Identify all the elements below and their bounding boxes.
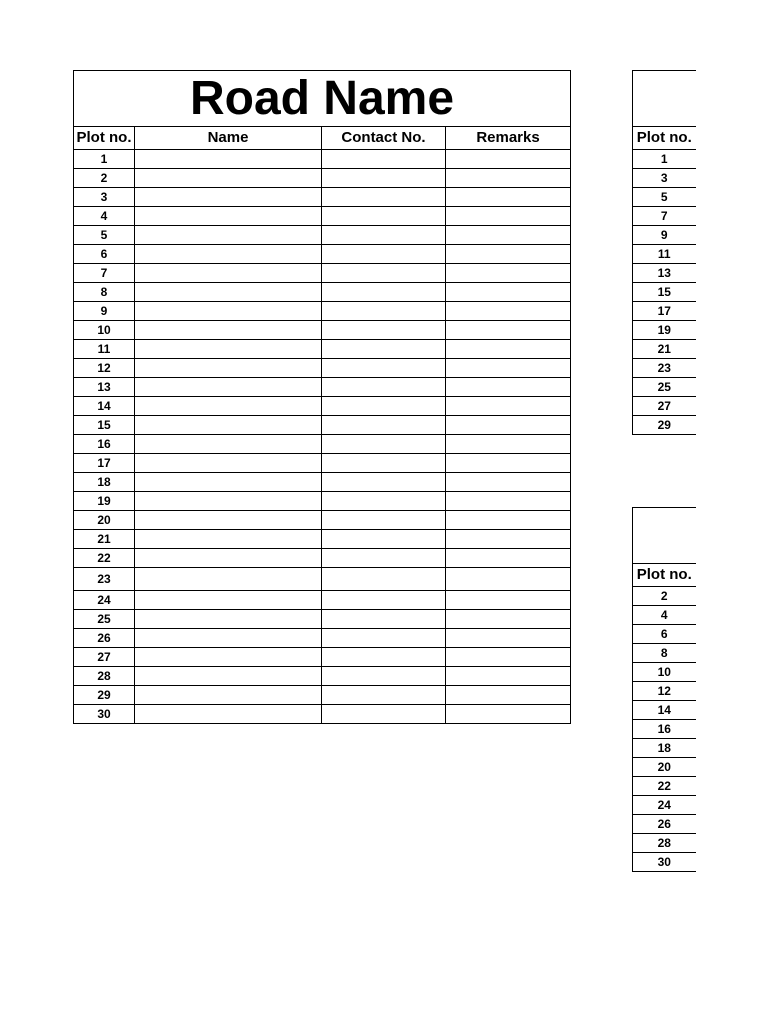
contact-cell[interactable] [322, 530, 446, 549]
road-name-title: Road Name [74, 71, 571, 127]
plot-number-cell: 5 [74, 226, 135, 245]
table-row [74, 321, 571, 340]
contact-cell[interactable] [322, 359, 446, 378]
table-row [74, 245, 571, 264]
table-row [74, 511, 571, 530]
table-row [633, 853, 696, 872]
table-row [74, 169, 571, 188]
table-row [633, 587, 696, 606]
plot-number-cell: 8 [74, 283, 135, 302]
table-row [633, 378, 696, 397]
table-row [633, 169, 696, 188]
plot-number-cell: 18 [633, 739, 696, 758]
name-cell[interactable] [135, 207, 322, 226]
name-cell[interactable] [135, 629, 322, 648]
table-row [633, 416, 696, 435]
remarks-cell[interactable] [446, 511, 571, 530]
table-row [74, 188, 571, 207]
name-cell[interactable] [135, 416, 322, 435]
table-row [633, 644, 696, 663]
plot-number-cell: 17 [633, 302, 696, 321]
table-row [633, 226, 696, 245]
plot-number-cell: 13 [633, 264, 696, 283]
plot-number-cell: 2 [633, 587, 696, 606]
plot-number-cell: 27 [633, 397, 696, 416]
remarks-cell[interactable] [446, 610, 571, 629]
plot-number-cell: 2 [74, 169, 135, 188]
table-row [633, 321, 696, 340]
table-row [74, 686, 571, 705]
remarks-cell[interactable] [446, 492, 571, 511]
contact-cell[interactable] [322, 454, 446, 473]
name-cell[interactable] [135, 511, 322, 530]
odd-plots-title [633, 71, 696, 127]
table-row [633, 758, 696, 777]
plot-number-cell: 30 [74, 705, 135, 724]
table-row [633, 188, 696, 207]
plot-number-cell: 19 [633, 321, 696, 340]
plot-number-cell: 13 [74, 378, 135, 397]
plot-number-cell: 21 [633, 340, 696, 359]
table-row [633, 796, 696, 815]
plot-number-cell: 5 [633, 188, 696, 207]
table-row [74, 473, 571, 492]
contact-cell[interactable] [322, 264, 446, 283]
plot-number-cell: 21 [74, 530, 135, 549]
name-cell[interactable] [135, 245, 322, 264]
header-name: Name [135, 127, 322, 150]
plot-number-cell: 1 [74, 150, 135, 169]
header-remarks: Remarks [446, 127, 571, 150]
name-cell[interactable] [135, 686, 322, 705]
remarks-cell[interactable] [446, 264, 571, 283]
plot-number-cell: 12 [633, 682, 696, 701]
table-row [633, 663, 696, 682]
table-row [74, 397, 571, 416]
odd-header-plot-no: Plot no. [633, 127, 696, 150]
name-cell[interactable] [135, 435, 322, 454]
table-row [633, 359, 696, 378]
contact-cell[interactable] [322, 686, 446, 705]
contact-cell[interactable] [322, 629, 446, 648]
contact-cell[interactable] [322, 610, 446, 629]
table-row [633, 283, 696, 302]
contact-cell[interactable] [322, 435, 446, 454]
table-row [633, 701, 696, 720]
table-row [633, 625, 696, 644]
plot-number-cell: 20 [74, 511, 135, 530]
remarks-cell[interactable] [446, 473, 571, 492]
plot-number-cell: 30 [633, 853, 696, 872]
plot-number-cell: 12 [74, 359, 135, 378]
plot-number-cell: 4 [74, 207, 135, 226]
name-cell[interactable] [135, 226, 322, 245]
plot-number-cell: 24 [633, 796, 696, 815]
name-cell[interactable] [135, 648, 322, 667]
name-cell[interactable] [135, 169, 322, 188]
plot-number-cell: 16 [74, 435, 135, 454]
contact-cell[interactable] [322, 150, 446, 169]
plot-number-cell: 22 [633, 777, 696, 796]
table-row [74, 378, 571, 397]
contact-cell[interactable] [322, 378, 446, 397]
table-row [74, 283, 571, 302]
table-row [633, 720, 696, 739]
name-cell[interactable] [135, 610, 322, 629]
contact-cell[interactable] [322, 705, 446, 724]
table-row [633, 150, 696, 169]
remarks-cell[interactable] [446, 245, 571, 264]
contact-cell[interactable] [322, 245, 446, 264]
plot-number-cell: 29 [74, 686, 135, 705]
plot-number-cell: 1 [633, 150, 696, 169]
table-row [74, 492, 571, 511]
contact-cell[interactable] [322, 207, 446, 226]
table-row [633, 606, 696, 625]
table-row [633, 245, 696, 264]
table-row [74, 150, 571, 169]
remarks-cell[interactable] [446, 435, 571, 454]
remarks-cell[interactable] [446, 454, 571, 473]
name-cell[interactable] [135, 667, 322, 686]
even-header-plot-no: Plot no. [633, 564, 696, 587]
remarks-cell[interactable] [446, 549, 571, 568]
plot-number-cell: 26 [74, 629, 135, 648]
table-row [74, 610, 571, 629]
name-cell[interactable] [135, 591, 322, 610]
plot-number-cell: 22 [74, 549, 135, 568]
plot-number-cell: 11 [633, 245, 696, 264]
plot-number-cell: 28 [74, 667, 135, 686]
plot-number-cell: 9 [74, 302, 135, 321]
table-row [74, 264, 571, 283]
remarks-cell[interactable] [446, 629, 571, 648]
name-cell[interactable] [135, 340, 322, 359]
contact-cell[interactable] [322, 511, 446, 530]
name-cell[interactable] [135, 705, 322, 724]
plot-number-cell: 27 [74, 648, 135, 667]
contact-cell[interactable] [322, 302, 446, 321]
plot-number-cell: 18 [74, 473, 135, 492]
remarks-cell[interactable] [446, 207, 571, 226]
plot-number-cell: 25 [74, 610, 135, 629]
plot-number-cell: 6 [633, 625, 696, 644]
header-contact-no: Contact No. [322, 127, 446, 150]
table-row [74, 454, 571, 473]
road-plot-register-table [73, 70, 571, 724]
name-cell[interactable] [135, 264, 322, 283]
remarks-cell[interactable] [446, 283, 571, 302]
plot-number-cell: 20 [633, 758, 696, 777]
remarks-cell[interactable] [446, 169, 571, 188]
contact-cell[interactable] [322, 667, 446, 686]
plot-number-cell: 7 [74, 264, 135, 283]
plot-number-cell: 15 [74, 416, 135, 435]
remarks-cell[interactable] [446, 686, 571, 705]
contact-cell[interactable] [322, 492, 446, 511]
plot-number-cell: 17 [74, 454, 135, 473]
name-cell[interactable] [135, 549, 322, 568]
remarks-cell[interactable] [446, 378, 571, 397]
name-cell[interactable] [135, 283, 322, 302]
contact-cell[interactable] [322, 321, 446, 340]
table-row [633, 340, 696, 359]
name-cell[interactable] [135, 492, 322, 511]
plot-number-cell: 24 [74, 591, 135, 610]
contact-cell[interactable] [322, 188, 446, 207]
plot-number-cell: 3 [633, 169, 696, 188]
name-cell[interactable] [135, 321, 322, 340]
table-row [74, 416, 571, 435]
remarks-cell[interactable] [446, 667, 571, 686]
remarks-cell[interactable] [446, 359, 571, 378]
table-row [74, 340, 571, 359]
table-row [633, 682, 696, 701]
remarks-cell[interactable] [446, 302, 571, 321]
plot-number-cell: 23 [633, 359, 696, 378]
table-row [74, 549, 571, 568]
remarks-cell[interactable] [446, 705, 571, 724]
header-plot-no: Plot no. [74, 127, 135, 150]
plot-number-cell: 3 [74, 188, 135, 207]
table-row [74, 207, 571, 226]
plot-number-cell: 28 [633, 834, 696, 853]
table-row [74, 705, 571, 724]
contact-cell[interactable] [322, 169, 446, 188]
table-row [633, 739, 696, 758]
table-row [74, 302, 571, 321]
name-cell[interactable] [135, 359, 322, 378]
plot-number-cell: 11 [74, 340, 135, 359]
name-cell[interactable] [135, 188, 322, 207]
plot-number-cell: 29 [633, 416, 696, 435]
table-row [633, 815, 696, 834]
table-row [74, 591, 571, 610]
plot-number-cell: 10 [74, 321, 135, 340]
contact-cell[interactable] [322, 473, 446, 492]
remarks-cell[interactable] [446, 150, 571, 169]
contact-cell[interactable] [322, 416, 446, 435]
plot-number-cell: 14 [633, 701, 696, 720]
plot-number-cell: 8 [633, 644, 696, 663]
remarks-cell[interactable] [446, 340, 571, 359]
table-row [74, 568, 571, 591]
table-row [633, 834, 696, 853]
table-row [74, 530, 571, 549]
plot-number-cell: 26 [633, 815, 696, 834]
remarks-cell[interactable] [446, 397, 571, 416]
name-cell[interactable] [135, 150, 322, 169]
name-cell[interactable] [135, 397, 322, 416]
table-row [633, 302, 696, 321]
name-cell[interactable] [135, 473, 322, 492]
name-cell[interactable] [135, 530, 322, 549]
plot-number-cell: 7 [633, 207, 696, 226]
remarks-cell[interactable] [446, 591, 571, 610]
table-row [74, 667, 571, 686]
plot-number-cell: 14 [74, 397, 135, 416]
table-row [633, 264, 696, 283]
name-cell[interactable] [135, 454, 322, 473]
remarks-cell[interactable] [446, 226, 571, 245]
odd-plots-table [632, 70, 696, 435]
table-row [633, 397, 696, 416]
plot-number-cell: 16 [633, 720, 696, 739]
table-row [633, 777, 696, 796]
plot-number-cell: 4 [633, 606, 696, 625]
remarks-cell[interactable] [446, 416, 571, 435]
table-row [74, 226, 571, 245]
remarks-cell[interactable] [446, 321, 571, 340]
contact-cell[interactable] [322, 568, 446, 591]
contact-cell[interactable] [322, 226, 446, 245]
table-row [633, 207, 696, 226]
plot-number-cell: 19 [74, 492, 135, 511]
remarks-cell[interactable] [446, 568, 571, 591]
contact-cell[interactable] [322, 549, 446, 568]
table-row [74, 629, 571, 648]
remarks-cell[interactable] [446, 530, 571, 549]
name-cell[interactable] [135, 568, 322, 591]
plot-number-cell: 15 [633, 283, 696, 302]
contact-cell[interactable] [322, 648, 446, 667]
plot-number-cell: 23 [74, 568, 135, 591]
plot-number-cell: 25 [633, 378, 696, 397]
name-cell[interactable] [135, 302, 322, 321]
table-row [74, 359, 571, 378]
remarks-cell[interactable] [446, 188, 571, 207]
contact-cell[interactable] [322, 591, 446, 610]
contact-cell[interactable] [322, 397, 446, 416]
contact-cell[interactable] [322, 283, 446, 302]
table-row [74, 648, 571, 667]
even-plots-table [632, 507, 696, 872]
plot-number-cell: 9 [633, 226, 696, 245]
contact-cell[interactable] [322, 340, 446, 359]
remarks-cell[interactable] [446, 648, 571, 667]
even-plots-title [633, 508, 696, 564]
plot-number-cell: 6 [74, 245, 135, 264]
name-cell[interactable] [135, 378, 322, 397]
table-row [74, 435, 571, 454]
plot-number-cell: 10 [633, 663, 696, 682]
